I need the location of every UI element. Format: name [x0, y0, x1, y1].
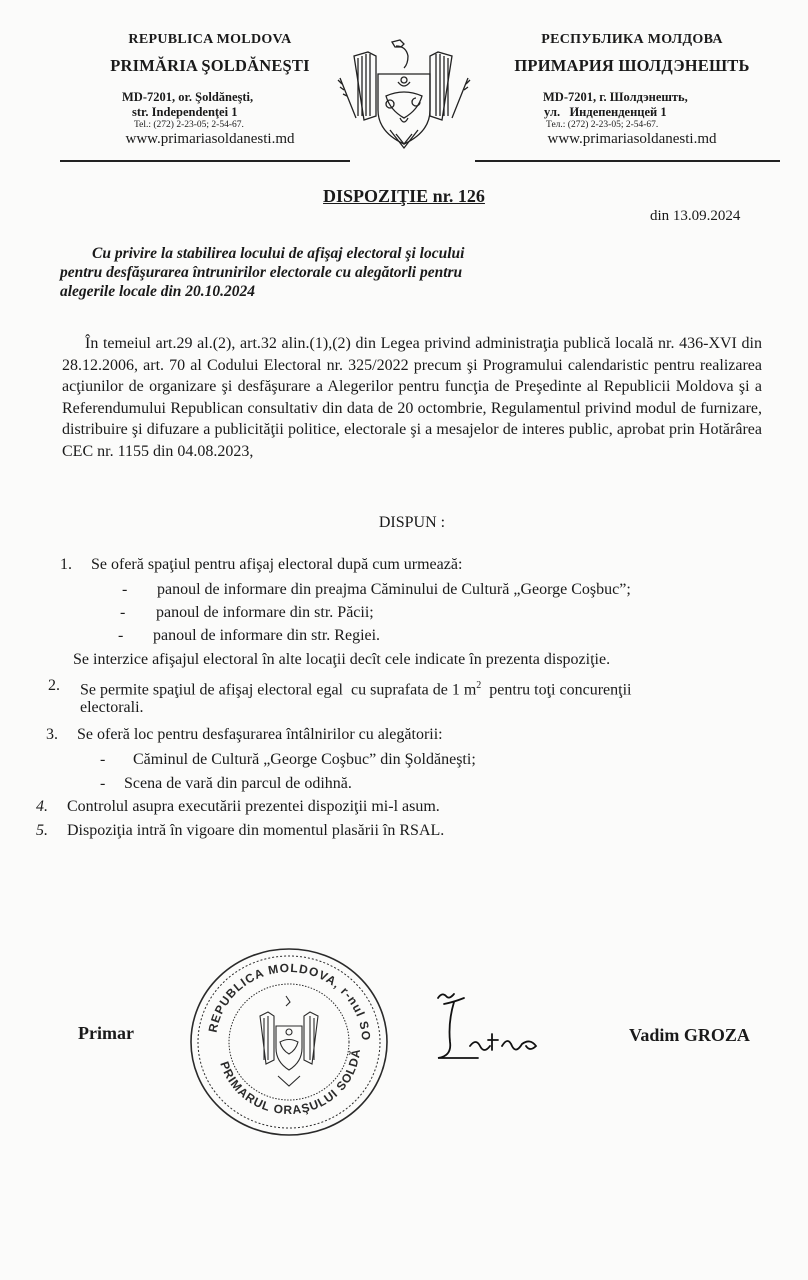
- signatory-name: Vadim GROZA: [629, 1025, 750, 1045]
- preamble-text: În temeiul art.29 al.(2), art.32 alin.(1),(2) din Legea privind administraţia publică locală nr. 436-XVI din 28.12.2006, art. 70 al Codului Electoral nr. 325/2022 precum şi Programului calendaristic pentru realizarea acţiunilor de organizare şi desfăşurare a Alegerilor pentru funcţia de Preşedinte al Republicii Moldova şi a Referendumului Republican consultativ din data de 20 octombrie, Regulamentul privind modul de furnizare, distribuire şi difuzare a publicităţii politice, electorale şi a mesajelor de interes public, aprobat prin Hotărârea CEC nr. 1155 din 04.08.2023,: [62, 335, 762, 460]
- item-3-subitem-1: Căminul de Cultură „George Coşbuc” din Şoldăneşti;: [133, 751, 476, 768]
- item-1-dash-2: -: [120, 604, 126, 621]
- item-2-text-before: Se permite spaţiul de afişaj electoral egal cu suprafata de 1 m: [80, 681, 477, 699]
- item-3-text: Se oferă loc pentru desfaşurarea întâlnirilor cu alegătorii:: [77, 726, 443, 743]
- item-3-number: 3.: [46, 726, 58, 743]
- item-3-subitem-2: Scena de vară din parcul de odihnă.: [124, 775, 352, 792]
- document-title: DISPOZIŢIE nr. 126: [323, 186, 485, 206]
- item-1-note: Se interzice afişajul electoral în alte locaţii decît cele indicate în prezenta dispoziţie.: [73, 651, 611, 668]
- header-organization-ru: ПРИМАРИЯ ШОЛДЭНЕШТЬ: [514, 56, 750, 75]
- header-address-ru-line1: MD-7201, г. Шолдэнешть,: [543, 90, 688, 104]
- signatory-role: Primar: [78, 1023, 134, 1043]
- item-2-superscript: 2: [476, 680, 482, 691]
- header-divider-right: [475, 160, 780, 162]
- header-right: [482, 30, 782, 148]
- handwritten-signature-icon: [430, 990, 570, 1070]
- document-subject: [60, 244, 560, 301]
- item-4-number: 4.: [36, 798, 48, 815]
- header-divider-left: [60, 160, 350, 162]
- header-address-ro-line2: str. Independenţei 1: [132, 105, 238, 119]
- header-country-ro: REPUBLICA MOLDOVA: [128, 32, 292, 47]
- subject-line-1: Cu privire la stabilirea locului de afişaj electoral şi locului: [92, 245, 465, 262]
- item-2-text: [80, 675, 780, 702]
- item-1-number: 1.: [60, 556, 72, 573]
- item-3-dash-2: -: [100, 775, 106, 792]
- svg-text:PRIMARUL ORAŞULUI SOLDĂNEŞTI: PRIMARUL ORAŞULUI SOLDĂ: [217, 1047, 364, 1118]
- header-phone-ro: Tel.: (272) 2-23-05; 2-54-67.: [134, 120, 244, 130]
- item-5-text: Dispoziţia intră în vigoare din momentul plasării în RSAL.: [67, 822, 445, 839]
- item-1-subitem-3: panoul de informare din str. Regiei.: [153, 627, 381, 644]
- subject-line-2: pentru desfăşurarea întrunirilor electorale cu alegătorli pentru: [60, 264, 463, 281]
- item-2-continuation: electorali.: [80, 699, 144, 716]
- coat-of-arms-emblem-icon: [334, 34, 474, 156]
- item-2-number: 2.: [48, 677, 60, 694]
- item-2-text-after: pentru toţi concurenţii: [481, 681, 632, 699]
- item-1-dash-3: -: [118, 627, 124, 644]
- header-organization-ro: PRIMĂRIA ŞOLDĂNEŞTI: [110, 56, 310, 75]
- svg-text:REPUBLICA MOLDOVA, r-nul SOLDĂ: REPUBLICA MOLDOVA, r-nul SO: [205, 960, 374, 1042]
- official-stamp-icon: [186, 944, 392, 1140]
- item-1-subitem-1: panoul de informare din preajma Căminului de Cultură „George Coşbuc”;: [157, 581, 631, 598]
- header-address-ru-line2: ул. Индепенденцей 1: [544, 105, 667, 119]
- header-address-ro-line1: MD-7201, or. Şoldăneşti,: [122, 90, 254, 104]
- dispun-heading: DISPUN :: [378, 514, 446, 531]
- item-5-number: 5.: [36, 822, 48, 839]
- item-1-text: Se oferă spaţiul pentru afişaj electoral după cum urmează:: [91, 556, 463, 573]
- item-3-dash-1: -: [100, 751, 106, 768]
- document-preamble: [62, 333, 762, 462]
- header-left: [80, 30, 340, 148]
- header-website-ro: www.primariasoldanesti.md: [125, 131, 295, 147]
- header-website-ru: www.primariasoldanesti.md: [547, 131, 717, 147]
- item-4-text: Controlul asupra executării prezentei dispoziţii mi-l asum.: [67, 798, 440, 815]
- header-phone-ru: Тел.: (272) 2-23-05; 2-54-67.: [546, 120, 659, 130]
- item-1-subitem-2: panoul de informare din str. Păcii;: [156, 604, 374, 621]
- subject-line-3: alegerile locale din 20.10.2024: [60, 283, 256, 300]
- item-1-dash-1: -: [122, 581, 128, 598]
- header-country-ru: РЕСПУБЛИКА МОЛДОВА: [541, 32, 723, 47]
- document-date: din 13.09.2024: [650, 208, 741, 224]
